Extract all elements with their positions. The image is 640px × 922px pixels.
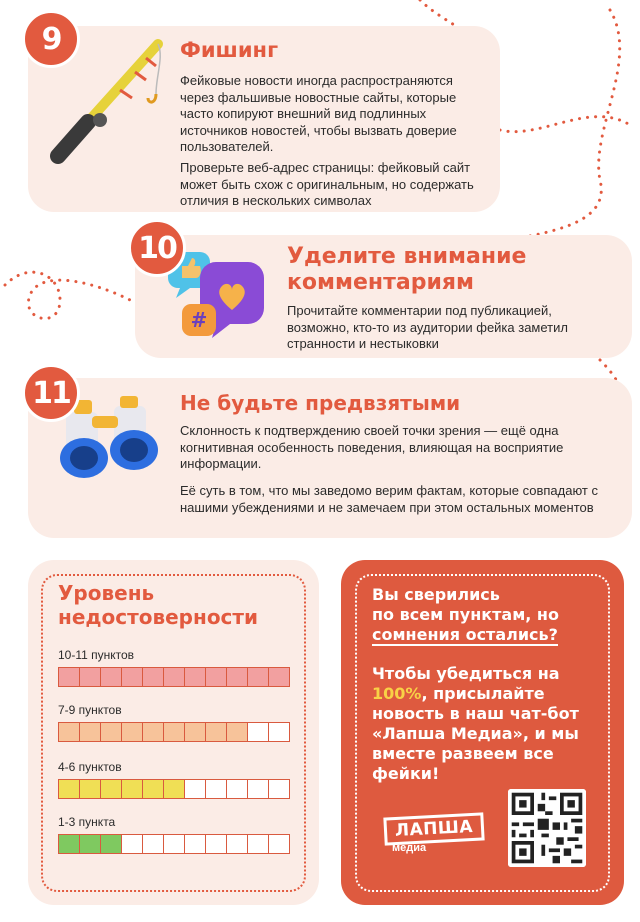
level-segment — [206, 723, 227, 741]
level-segment — [59, 835, 80, 853]
qr-code-icon[interactable] — [508, 789, 586, 867]
level-segment — [143, 835, 164, 853]
level-segment — [185, 668, 206, 686]
svg-text:#: # — [190, 308, 208, 332]
level-segment — [122, 668, 143, 686]
cta-question: Вы сверились по всем пунктам, но сомнения остались? — [372, 585, 559, 644]
level-segment — [122, 780, 143, 798]
level-segment — [227, 668, 248, 686]
level-bar — [58, 779, 290, 799]
percent-highlight: 100% — [372, 684, 422, 703]
item-paragraph: Прочитайте комментарии под публикацией, возможно, кто-то из аудитории фейка заметил странности и нестыковки — [287, 303, 568, 351]
level-segment — [164, 835, 185, 853]
level-segment — [101, 668, 122, 686]
item-title: Фишинг — [180, 38, 279, 62]
item-title: Уделите внимание комментариям — [287, 244, 527, 295]
level-segment — [80, 835, 101, 853]
level-bar — [58, 834, 290, 854]
level-segment — [248, 668, 269, 686]
level-segment — [206, 780, 227, 798]
level-segment — [101, 723, 122, 741]
level-segment — [122, 723, 143, 741]
level-segment — [227, 835, 248, 853]
item-paragraph: Её суть в том, что мы заведомо верим фактам, которые совпадают с нашими убеждениями и не замечаем при этом остальных моментов — [180, 483, 598, 515]
cta-body: Чтобы убедиться на 100%, присылайте новость в наш чат-бот «Лапша Медиа», и мы вместе развеем все фейки! — [372, 664, 579, 783]
level-segment — [101, 835, 122, 853]
level-segment — [80, 723, 101, 741]
level-segment — [185, 780, 206, 798]
item-paragraph: Склонность к подтверждению своей точки зрения — ещё одна когнитивная особенность поведения, влияющая на восприятие информации. — [180, 423, 564, 471]
level-segment — [101, 780, 122, 798]
level-segment — [122, 835, 143, 853]
level-segment — [248, 723, 269, 741]
level-label: 4-6 пунктов — [58, 760, 122, 774]
item-number-badge: 9 — [22, 10, 80, 68]
level-segment — [227, 723, 248, 741]
level-segment — [59, 723, 80, 741]
level-label: 10-11 пунктов — [58, 648, 135, 662]
level-segment — [143, 723, 164, 741]
level-segment — [248, 780, 269, 798]
lapsha-media-logo: ЛАПША — [383, 812, 484, 845]
level-segment — [80, 780, 101, 798]
level-segment — [206, 668, 227, 686]
item-paragraph: Проверьте веб-адрес страницы: фейковый сайт может быть схож с оригинальным, но содержать отличия в нескольких символах — [180, 160, 474, 208]
level-label: 1-3 пункта — [58, 815, 116, 829]
level-segment — [59, 668, 80, 686]
level-segment — [143, 668, 164, 686]
level-segment — [269, 723, 289, 741]
logo-subtitle: медиа — [392, 842, 427, 854]
level-segment — [269, 780, 289, 798]
item-paragraph: Фейковые новости иногда распространяются через фальшивые новостные сайты, которые часто копируют внешний вид подлинных источников новостей, чтобы вызвать доверие пользователей. — [180, 73, 457, 154]
item-number-badge: 11 — [22, 364, 80, 422]
level-segment — [80, 668, 101, 686]
level-segment — [59, 780, 80, 798]
level-segment — [164, 668, 185, 686]
level-segment — [164, 780, 185, 798]
level-segment — [143, 780, 164, 798]
level-segment — [206, 835, 227, 853]
level-bar — [58, 722, 290, 742]
level-segment — [185, 723, 206, 741]
level-segment — [248, 835, 269, 853]
level-bar — [58, 667, 290, 687]
item-number-badge: 10 — [128, 219, 186, 277]
level-segment — [269, 835, 289, 853]
level-label: 7-9 пунктов — [58, 703, 122, 717]
level-segment — [164, 723, 185, 741]
level-title: Уровень недостоверности — [58, 581, 259, 629]
level-segment — [269, 668, 289, 686]
level-segment — [227, 780, 248, 798]
level-segment — [185, 835, 206, 853]
item-title: Не будьте предвзятыми — [180, 391, 461, 415]
